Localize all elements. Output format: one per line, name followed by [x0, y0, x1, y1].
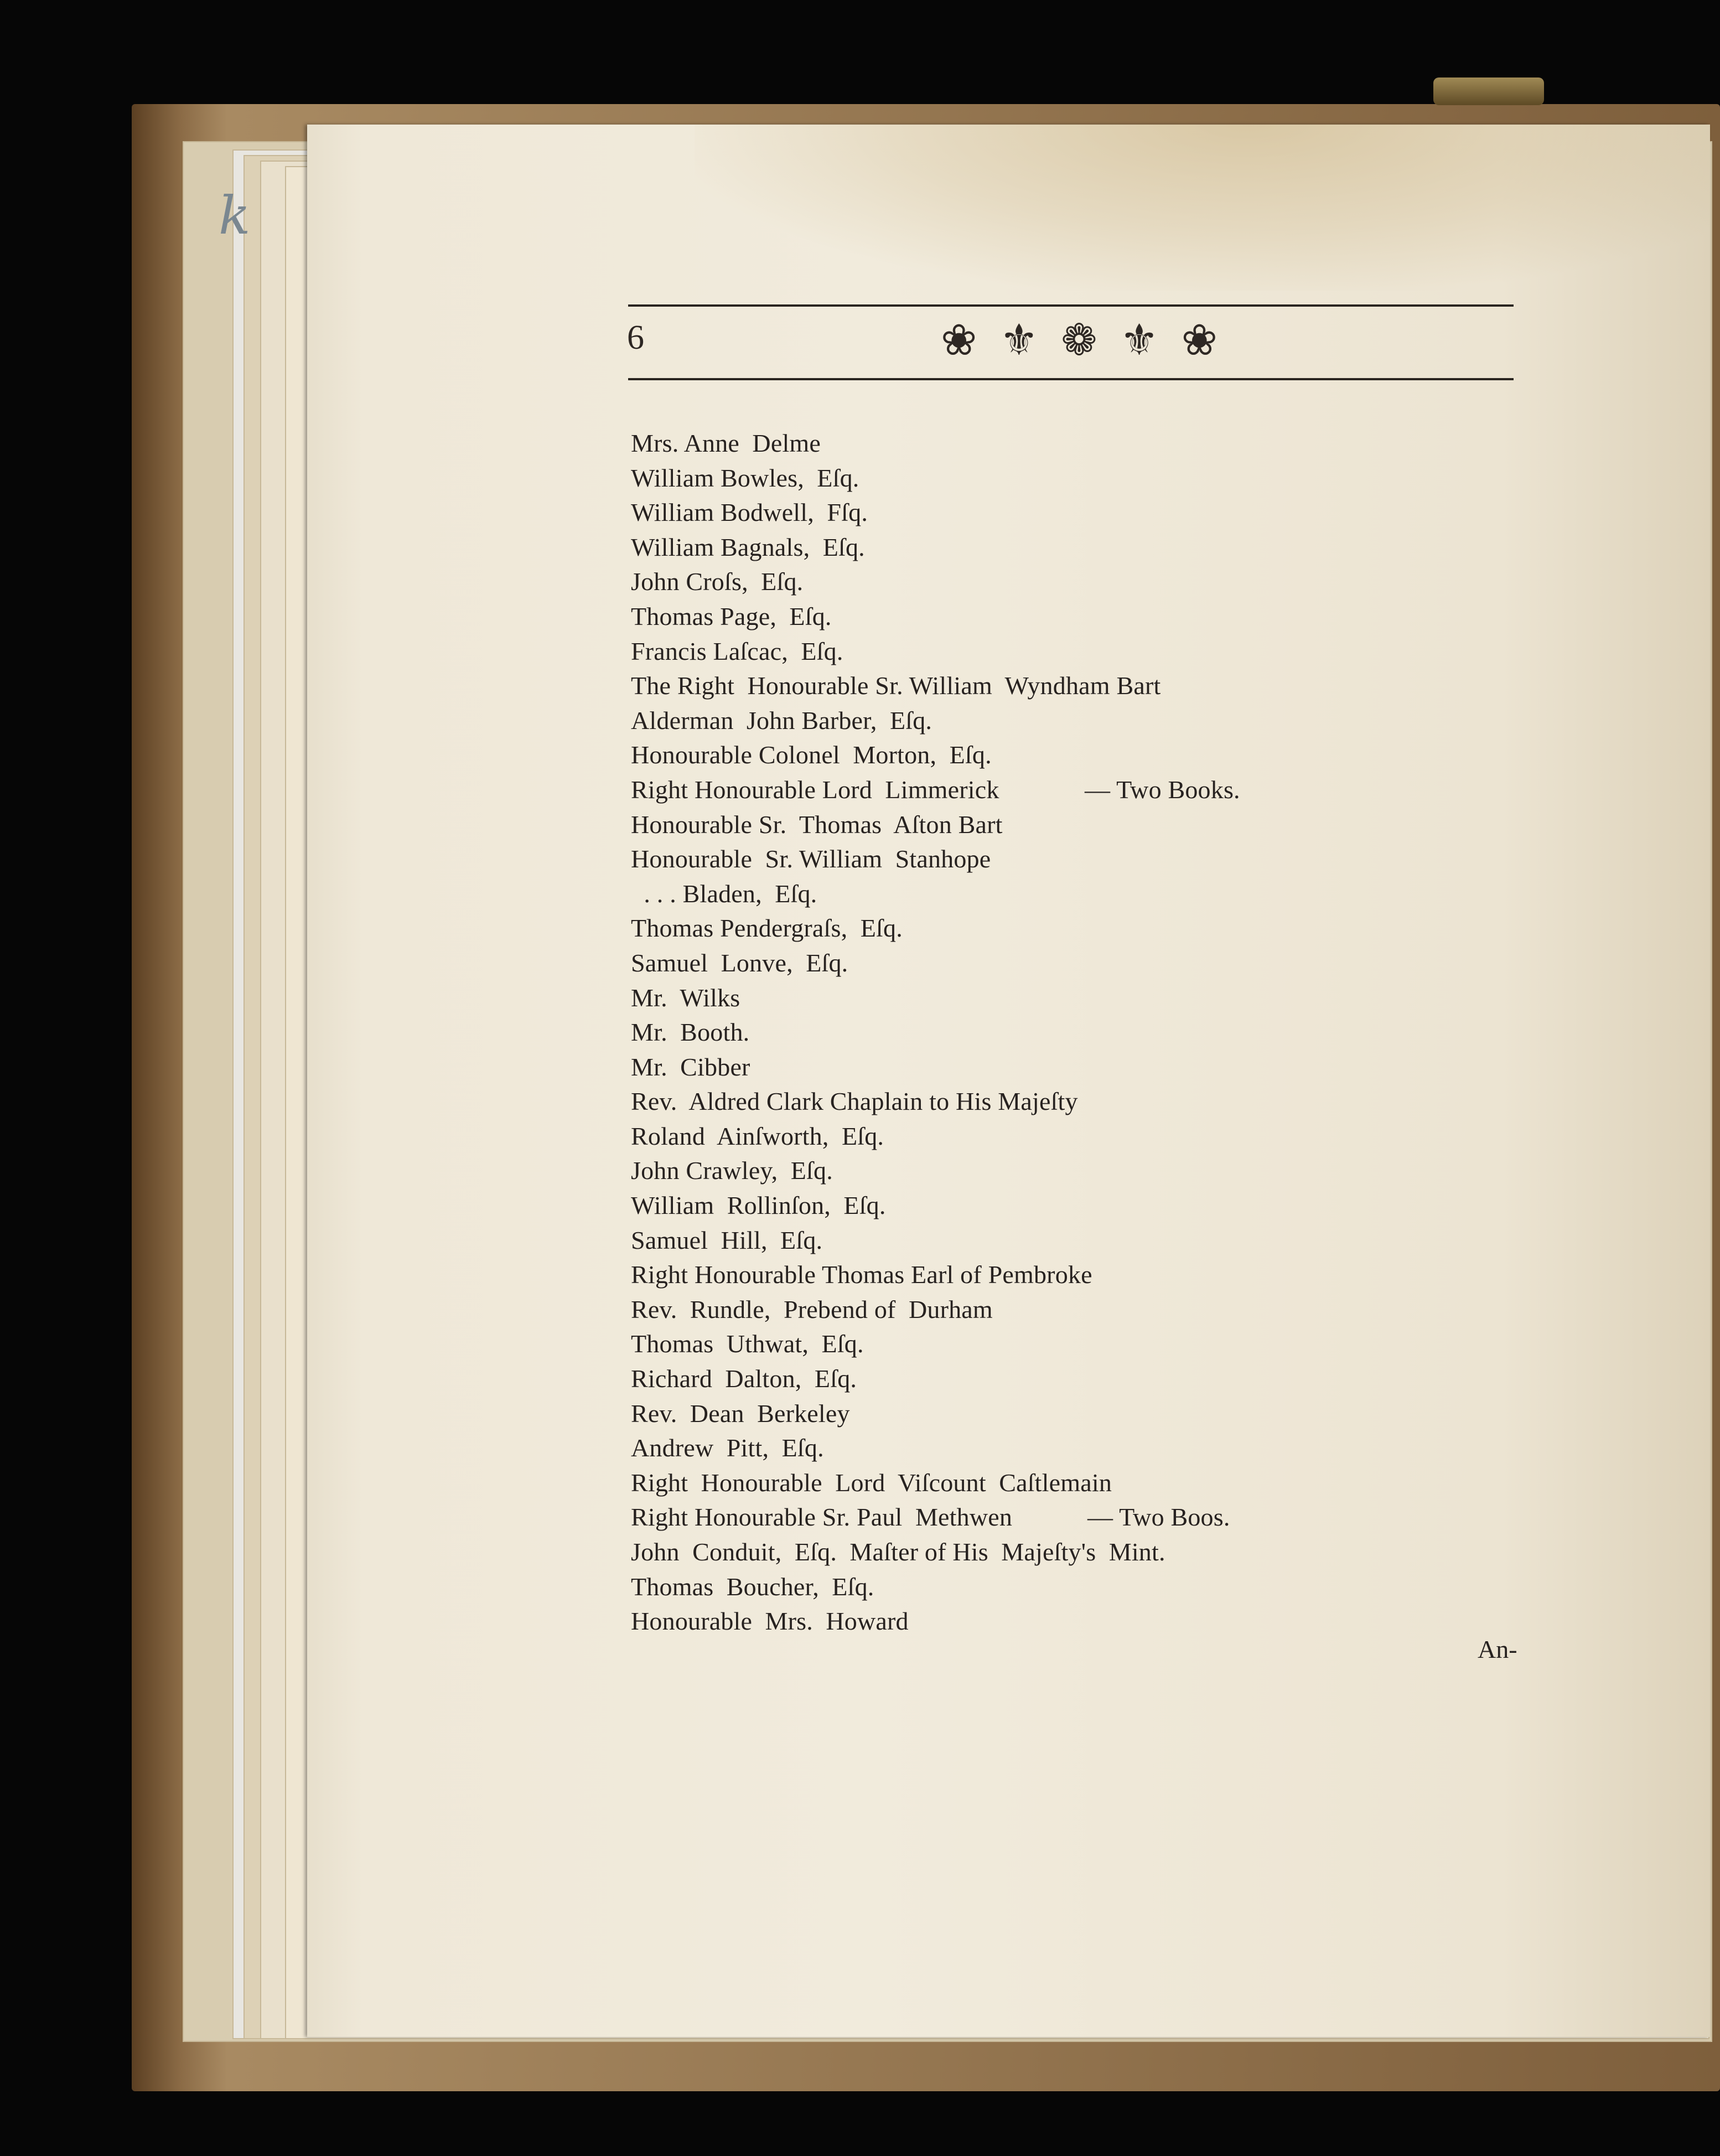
subscriber-name: Mr. Booth. — [631, 1018, 750, 1047]
fleur-de-lis-icon: ⚜ — [1120, 316, 1159, 364]
subscriber-entry — [631, 1154, 1165, 1188]
subscriber-entry — [631, 1119, 1165, 1154]
subscriber-entry — [631, 495, 1165, 530]
floral-ornament-icon: ❁ — [1061, 316, 1097, 364]
subscriber-name: Rev. Aldred Clark Chaplain to His Majeſty — [631, 1087, 1078, 1116]
header-rule-bottom — [628, 378, 1514, 380]
subscriber-entry — [631, 877, 1165, 912]
subscriber-entry — [631, 669, 1165, 704]
page-number: 6 — [627, 319, 644, 356]
header-rule-top — [628, 304, 1514, 307]
water-stain — [695, 125, 1710, 291]
copies-note: — Two Books. — [1085, 775, 1240, 804]
subscriber-name: Roland Ainſworth, Eſq. — [631, 1121, 884, 1150]
subscriber-entry — [631, 1015, 1165, 1050]
subscriber-name: Honourable Sr. William Stanhope — [631, 845, 991, 873]
subscriber-entry — [631, 704, 1165, 738]
subscriber-name: William Bodwell, Fſq. — [631, 498, 868, 527]
subscriber-name: John Conduit, Eſq. Maſter of His Majeſty's Mint. — [631, 1538, 1165, 1566]
subscriber-entry — [631, 981, 1165, 1016]
subscriber-name: . . . Bladen, Eſq. — [631, 879, 817, 908]
floral-ornament-icon: ❀ — [941, 316, 977, 364]
subscriber-name: William Bagnals, Eſq. — [631, 532, 865, 561]
subscriber-name: Honourable Colonel Morton, Eſq. — [631, 741, 992, 769]
subscriber-name: Samuel Hill, Eſq. — [631, 1226, 823, 1254]
subscriber-name: Alderman John Barber, Eſq. — [631, 706, 932, 735]
subscriber-name: Right Honourable Sr. Paul Methwen — [631, 1503, 1013, 1532]
subscriber-entry — [631, 1535, 1165, 1570]
subscriber-entry — [631, 426, 1165, 461]
pencil-mark: k — [219, 185, 251, 246]
subscriber-name: John Croſs, Eſq. — [631, 567, 804, 596]
subscriber-name: Samuel Lonve, Eſq. — [631, 948, 848, 977]
subscriber-entry — [631, 1431, 1165, 1466]
subscriber-name: Mr. Wilks — [631, 983, 740, 1012]
subscriber-name: Honourable Sr. Thomas Aſton Bart — [631, 810, 1003, 839]
catchword: An- — [1478, 1635, 1517, 1663]
subscriber-name: Richard Dalton, Eſq. — [631, 1364, 857, 1393]
subscriber-entry — [631, 911, 1165, 946]
subscriber-entry — [631, 1258, 1165, 1292]
subscriber-list — [631, 426, 1240, 1639]
subscriber-entry — [631, 1223, 1165, 1258]
subscriber-name: Right Honourable Lord Viſcount Caſtlemain — [631, 1468, 1112, 1497]
subscriber-entry — [631, 1500, 1230, 1535]
subscriber-name: Rev. Rundle, Prebend of Durham — [631, 1295, 993, 1323]
subscriber-entry — [631, 1362, 1165, 1397]
subscriber-name: Thomas Pendergraſs, Eſq. — [631, 914, 903, 943]
subscriber-name: John Crawley, Eſq. — [631, 1156, 833, 1185]
subscriber-entry — [631, 808, 1165, 842]
subscriber-entry — [631, 1188, 1165, 1223]
floral-ornament-icon: ❀ — [1181, 316, 1218, 364]
subscriber-entry — [631, 738, 1165, 773]
subscriber-entry — [631, 1050, 1165, 1085]
subscriber-name: Thomas Boucher, Eſq. — [631, 1572, 874, 1601]
subscriber-entry — [631, 530, 1165, 565]
subscriber-name: Francis Laſcac, Eſq. — [631, 637, 843, 665]
copies-note: — Two Boos. — [1087, 1503, 1230, 1532]
subscriber-entry — [631, 1327, 1165, 1362]
subscriber-name: Honourable Mrs. Howard — [631, 1607, 909, 1636]
subscriber-name: Andrew Pitt, Eſq. — [631, 1434, 824, 1462]
subscriber-entry — [631, 1466, 1165, 1501]
fleur-de-lis-icon: ⚜ — [999, 316, 1039, 364]
subscriber-entry — [631, 634, 1165, 669]
subscriber-name: The Right Honourable Sr. William Wyndham Bart — [631, 671, 1161, 700]
subscriber-entry — [631, 565, 1165, 599]
subscriber-entry — [631, 1397, 1165, 1431]
subscriber-name: Right Honourable Thomas Earl of Pembroke — [631, 1260, 1092, 1289]
subscriber-entry — [631, 1570, 1165, 1605]
subscriber-name: Mr. Cibber — [631, 1052, 750, 1081]
subscriber-name: William Rollinſon, Eſq. — [631, 1191, 886, 1220]
book-clasp — [1433, 77, 1544, 105]
subscriber-name: William Bowles, Eſq. — [631, 463, 859, 492]
subscriber-entry — [631, 599, 1165, 634]
subscriber-entry — [631, 461, 1165, 496]
subscriber-entry — [631, 1084, 1165, 1119]
header-ornament — [941, 316, 1218, 365]
book-page — [307, 125, 1710, 2037]
subscriber-entry — [631, 773, 1240, 808]
subscriber-name: Mrs. Anne Delme — [631, 429, 821, 457]
subscriber-name: Thomas Page, Eſq. — [631, 602, 832, 630]
subscriber-name: Thomas Uthwat, Eſq. — [631, 1330, 864, 1358]
subscriber-entry — [631, 842, 1165, 877]
subscriber-name: Right Honourable Lord Limmerick — [631, 775, 999, 804]
subscriber-entry — [631, 1292, 1165, 1327]
subscriber-name: Rev. Dean Berkeley — [631, 1399, 850, 1428]
subscriber-entry — [631, 1604, 1165, 1639]
subscriber-entry — [631, 946, 1165, 981]
